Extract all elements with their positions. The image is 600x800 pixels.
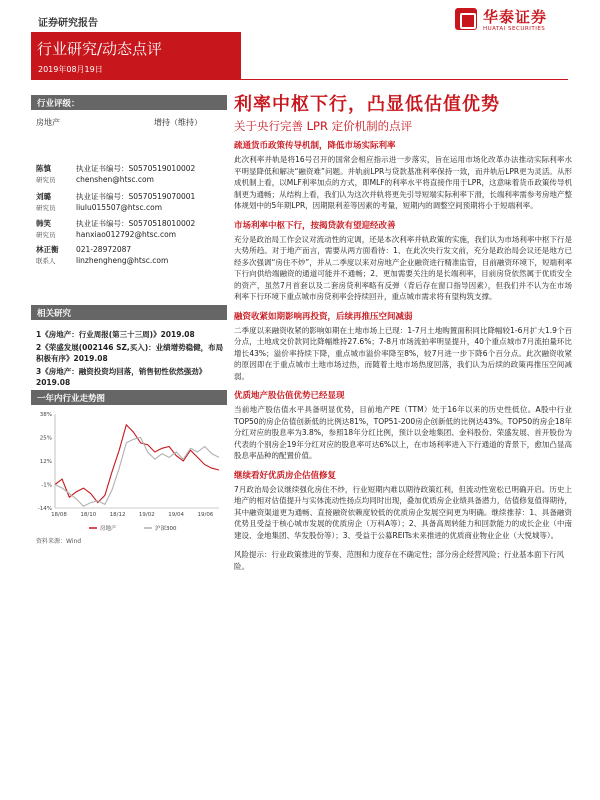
analyst-role: 研究员 [36, 204, 56, 212]
legend-label: 沪深300 [155, 526, 177, 532]
analyst-name: 韩笑 [36, 219, 51, 228]
series-line-沪深300 [55, 438, 219, 507]
analyst-role: 研究员 [36, 176, 56, 184]
x-tick-label: 18/10 [80, 512, 97, 518]
related-item[interactable]: 3《房地产：融资投资均回落，销售韧性依然强劲》2019.08 [36, 367, 207, 387]
chart-source: 资料来源：Wind [36, 538, 82, 545]
analyst-phone: 021-28972087 [76, 245, 132, 254]
sub-title: 关于央行完善 LPR 定价机制的点评 [234, 119, 413, 133]
series-line-房地产 [55, 425, 219, 503]
header-divider [241, 79, 568, 80]
related-heading: 相关研究 [31, 305, 227, 320]
sector-name: 房地产 [36, 118, 60, 127]
industry-trend-chart [31, 408, 227, 548]
y-tick-label: 12% [39, 459, 52, 465]
y-tick-label: -1% [41, 482, 52, 489]
section-title: 疏通货币政策传导机制，降低市场实际利率 [234, 141, 396, 151]
rating-value: 增持（维持） [154, 118, 202, 127]
related-research-list [36, 329, 226, 390]
y-tick-label: 38% [39, 412, 52, 418]
report-category: 行业研究/动态点评 [37, 40, 163, 58]
section-title: 优质地产股估值优势已经显现 [234, 391, 345, 401]
section-2 [234, 311, 572, 383]
analyst-email[interactable]: liulu015507@htsc.com [76, 203, 163, 212]
analyst-email[interactable]: linzhengheng@htsc.com [76, 256, 169, 265]
y-tick-label: 25% [39, 435, 52, 442]
section-text: 此次利率并轨是将16号召开的国常会相应指示进一步落实，旨在运用市场化改革办法推动实际利率水平明显降低和解决“融资难”问题。并轨前LPR与贷款基准利率保持一致，而并轨后LPR更为灵活。从形成机制上看，以MLF利率加点的方式，即MLF的利率水平将直接作用于LPR，这意味着货币政策传导机制更为通畅；从结构上看，我们认为这次并轨将更先引导短端实际利率下滑，长端利率需参考房地产整体规划中的5年期LPR，因期限利差等因素的考量，短期内的调整空间预期将小于短端利率。 [234, 155, 572, 210]
analyst-role: 联系人 [36, 257, 56, 265]
section-text: 二季度以来融资收紧的影响如期在土地市场上已现：1-7月土地购置面积同比降幅较1-6月扩大1.9个百分点，土地成交价款同比降幅维持27.6%；7-8月市场流拍率明显提升，40个重点城市7月流拍量环比增长43%；溢价率持续下降，重点城市溢价率降至8%，较7月进一步下降6个百分点。此次融资收紧的原因即在于重点城市土地市场过热，而随着土地市场热度回落，我们认为后续的政策再推压空间减弱。 [234, 325, 572, 381]
x-tick-label: 19/06 [197, 512, 214, 518]
analyst-email[interactable]: hanxiao012792@htsc.com [76, 230, 177, 239]
legend-label: 房地产 [100, 526, 117, 532]
report-date: 2019年08月19日 [38, 65, 103, 74]
analyst-role: 研究员 [36, 231, 56, 239]
x-tick-label: 18/12 [109, 512, 126, 518]
trend-chart-svg [31, 408, 227, 536]
section-0 [234, 140, 572, 212]
section-1 [234, 220, 572, 303]
logo-en: HUATAI SECURITIES [483, 26, 546, 32]
category-banner [31, 32, 241, 80]
x-tick-label: 19/04 [168, 512, 185, 518]
section-3 [234, 390, 572, 462]
main-title: 利率中枢下行，凸显低估值优势 [234, 94, 500, 115]
chart-heading: 一年内行业走势图 [31, 390, 227, 405]
analyst-email[interactable]: chenshen@htsc.com [76, 175, 154, 184]
huatai-logo [455, 6, 565, 38]
analyst-license: 执业证书编号：S0570519070001 [76, 192, 196, 201]
analyst-name: 刘璐 [36, 192, 51, 201]
risk-warning: 风险提示：行业政策推进的节奏、范围和力度存在不确定性；部分房企经营风险；行业基本面下行风险。 [234, 550, 564, 571]
rating-row [36, 117, 222, 128]
x-tick-label: 19/02 [138, 512, 155, 518]
section-text: 充分是政治局工作会议对流动性的定调，还是本次利率并轨政策的实施，我们认为市场利率中枢下行是大势所趋。对于地产而言，需要从两方面看待：1、在此次央行发文前，充分是政治局会议还是地方已经多次强调“房住不炒”，并从二季度以来对房地产企业融资进行精准监管，目前融资环境下，短端利率下行向供给端融资的通道可能并不通畅；2、更加需要关注的是长端利率，目前房贷依然属于优质安全的资产，虽然7月首套以及二套房贷利率略有反弹（背后存在窗口指导因素），但我们并不认为在市场利率下行环境下重点城市房贷利率会持续回升，重点城市需求将有望构筑支撑。 [234, 234, 572, 301]
section-text: 7月政治局会议继续强化房住不炒，行业短期内难以期待政策红利，但流动性宽松已明确开启。历史上地产的相对估值提升与实体流动性扬点均同时出现，叠加优质房企业绩具备潜力，估值修复值得期待，其中融资渠道更为通畅、直接融资依赖度较低的优质房企发展空间更为明确。继续推荐：1、具备融资优势且受益于核心城市发展的优质房企（万科A等）；2、具备高周转能力和回款能力的成长企业（中南建设、金地集团、华发股份等）；3、受益于公募REITs未来推进的优质商业物业企业（大悦城等）。 [234, 484, 572, 540]
section-text: 当前地产股估值水平具备明显优势，目前地产PE（TTM）处于16年以来的历史性低位。A股中行业TOP50的房企估值创新低的比例达81%，TOP51-200房企创新低的比例达43%。TOP50的房企18年分红对应的股息率为3.8%，参照18年分红比例，预计以金地集团、金科股份、荣盛发展、首开股份为代表的个别房企19年分红对应的股息率可达6%以上，在市场利率进入下行通道的背景下，愈加凸显高股息率品种的配置价值。 [234, 405, 572, 460]
section-title: 市场利率中枢下行，按揭贷款有望迎经改善 [234, 220, 396, 231]
analyst-license: 执业证书编号：S0570518010002 [76, 219, 196, 228]
related-item[interactable]: 1《房地产：行业周报(第三十三周)》2019.08 [36, 330, 195, 339]
x-tick-label: 18/08 [51, 512, 67, 518]
logo-cn: 华泰证券 [483, 8, 548, 26]
logo-mark-icon [455, 8, 477, 30]
analyst-name: 林正衡 [36, 245, 59, 254]
report-body [234, 140, 572, 572]
section-title: 融资收紧如期影响再投资，后续再推压空间减弱 [234, 311, 413, 322]
rating-heading: 行业评级： [31, 95, 227, 110]
y-tick-label: -14% [37, 506, 52, 512]
section-4 [234, 470, 572, 542]
report-type-label: 证券研究报告 [38, 18, 98, 29]
related-item[interactable]: 2《荣盛发展(002146 SZ,买入)：业绩增势稳健，布局积极有序》2019.08 [36, 343, 224, 363]
analyst-name: 陈慎 [36, 164, 51, 173]
analyst-license: 执业证书编号：S0570519010002 [76, 164, 196, 173]
section-title: 继续看好优质房企估值修复 [234, 470, 337, 481]
